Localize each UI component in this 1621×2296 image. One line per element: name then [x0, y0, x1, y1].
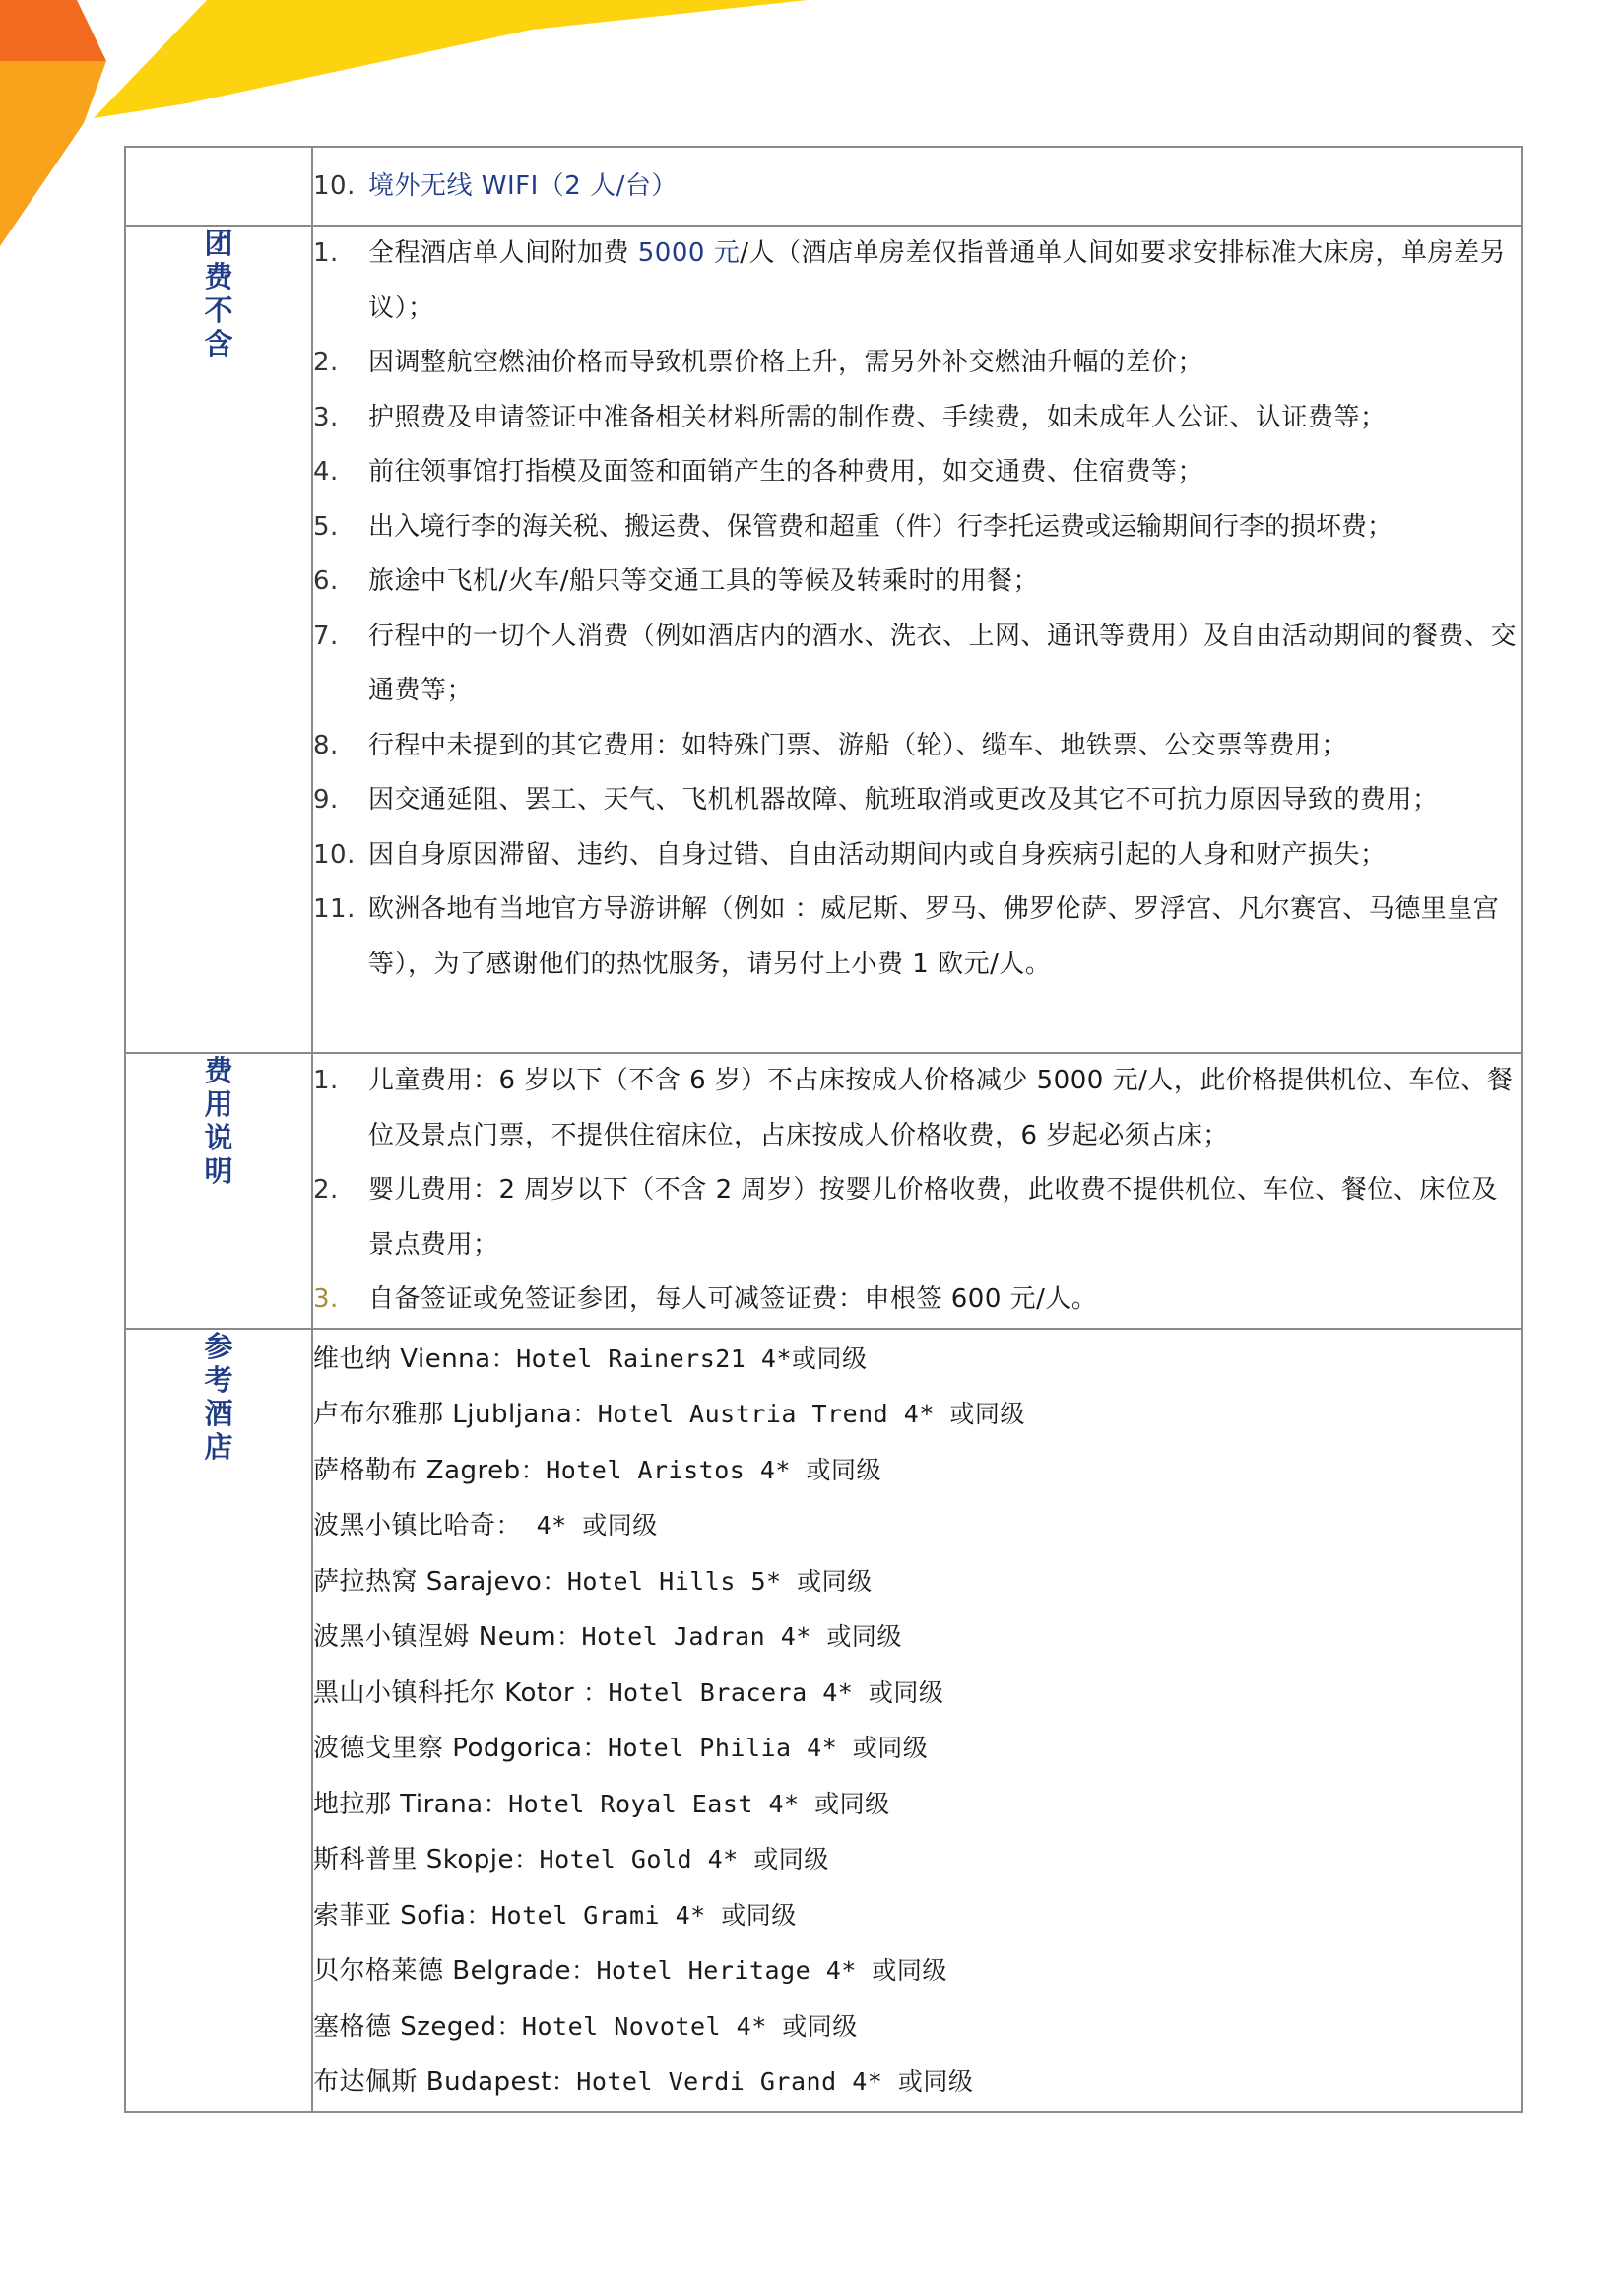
decoration-orange-shape: [0, 0, 106, 61]
item-text-part: 全程酒店单人间附加费: [368, 238, 638, 268]
item-text: 旅途中飞机/火车/船只等交通工具的等候及转乘时的用餐；: [368, 566, 1040, 596]
hotel-entry: [313, 1332, 1521, 1388]
hotel-city: 索菲亚 Sofia: [313, 1900, 467, 1931]
hotel-city: 卢布尔雅那 Ljubljana: [313, 1400, 573, 1429]
row-content-hotels: [312, 1329, 1522, 2112]
hotel-city: 贝尔格莱德 Belgrade: [313, 1956, 571, 1986]
item-number: 5.: [313, 511, 339, 542]
list-item: [313, 773, 1521, 828]
item-number: 3.: [313, 402, 339, 432]
list-item: [313, 227, 1521, 336]
item-number: 9.: [313, 785, 339, 815]
list-item: [313, 1054, 1521, 1163]
item-text: 欧洲各地有当地官方导游讲解（例如 ：威尼斯、罗马、佛罗伦萨、罗浮宫、凡尔赛宫、马德里皇宫等），为了感谢他们的热忱服务，请另付上小费 1 欧元/人。: [368, 894, 1500, 979]
hotel-city: 布达佩斯 Budapest: [313, 2067, 551, 2097]
item-number: 11.: [313, 894, 356, 924]
item-number: 10.: [313, 171, 356, 201]
row-label-fee-notes: [125, 1053, 312, 1329]
item-number: 10.: [313, 839, 356, 870]
item-text: 因交通延阻、罢工、天气、飞机机器故障、航班取消或更改及其它不可抗力原因导致的费用；: [368, 785, 1439, 815]
item-number: 1.: [313, 1066, 339, 1095]
hotel-detail: ：Hotel Gold 4* 或同级: [514, 1845, 829, 1873]
list-item: [313, 828, 1521, 884]
item-text: 自备签证或免签证参团，每人可减签证费：申根签 600 元/人。: [368, 1284, 1098, 1314]
item-text: 前往领事馆打指模及面签和面销产生的各种费用，如交通费、住宿费等；: [368, 457, 1204, 487]
hotel-detail: ：Hotel Philia 4* 或同级: [582, 1734, 929, 1762]
item-text: 行程中未提到的其它费用：如特殊门票、游船（轮）、缆车、地铁票、公交票等费用；: [368, 730, 1348, 760]
list-item: [313, 610, 1521, 719]
item-number: 8.: [313, 730, 339, 760]
table-row-hotels: [125, 1329, 1522, 2112]
item-text: 婴儿费用：2 周岁以下（不含 2 周岁）按婴儿价格收费，此收费不提供机位、车位、餐位、床位及景点费用；: [368, 1175, 1498, 1260]
list-item: [313, 391, 1521, 446]
item-text: 护照费及申请签证中准备相关材料所需的制作费、手续费，如未成年人公证、认证费等；: [368, 402, 1387, 432]
hotel-entry: [313, 2055, 1521, 2111]
hotel-detail: ：Hotel Royal East 4* 或同级: [483, 1789, 890, 1818]
itinerary-table: [124, 146, 1523, 2113]
row-content-continuation: [312, 147, 1522, 226]
item-number: 6.: [313, 566, 339, 596]
hotel-entry: [313, 1666, 1521, 1722]
hotel-detail: ：Hotel Rainers21 4*或同级: [490, 1344, 868, 1373]
hotel-entry: [313, 1387, 1521, 1443]
decoration-amber-shape: [0, 61, 106, 246]
item-number: 3.: [313, 1284, 339, 1314]
list-item: [313, 555, 1521, 610]
hotel-city: 黑山小镇科托尔 Kotor: [313, 1677, 583, 1708]
hotel-detail: ：Hotel Verdi Grand 4* 或同级: [551, 2067, 974, 2096]
section-title-fee-notes: 费用说明: [204, 1054, 233, 1188]
hotel-detail: ：Hotel Aristos 4* 或同级: [520, 1455, 882, 1484]
list-item: [313, 160, 1521, 215]
item-number: 1.: [313, 238, 339, 268]
hotel-entry: [313, 1721, 1521, 1777]
decoration-yellow-shape: [94, 0, 808, 118]
item-text: 行程中的一切个人消费（例如酒店内的酒水、洗衣、上网、通讯等费用）及自由活动期间的餐费、交通费等；: [368, 621, 1518, 705]
hotel-entry: [313, 1832, 1521, 1888]
list-item: [313, 1163, 1521, 1273]
hotel-detail: ：Hotel Austria Trend 4* 或同级: [572, 1400, 1025, 1428]
single-room-fee: 5000 元: [637, 238, 741, 268]
item-text-part: /人（酒店单房差仅指普通单人间如要求安排标准大床房，单房差另议）；: [368, 238, 1506, 323]
hotel-entry: [313, 1554, 1521, 1610]
hotel-detail: ：Hotel Hills 5* 或同级: [542, 1566, 873, 1596]
section-title-hotels: 参考酒店: [204, 1329, 233, 1464]
hotel-detail: ：Hotel Heritage 4* 或同级: [570, 1956, 947, 1985]
list-item: [313, 336, 1521, 391]
row-label-excluded-fees: [125, 226, 312, 1053]
hotel-city: 地拉那 Tirana: [313, 1789, 484, 1819]
hotel-detail: ：Hotel Novotel 4* 或同级: [496, 2011, 858, 2041]
hotel-entry: [313, 1443, 1521, 1499]
row-content-fee-notes: [312, 1053, 1522, 1329]
item-number: 7.: [313, 621, 339, 651]
hotel-entry: [313, 2000, 1521, 2056]
list-item: [313, 883, 1521, 992]
hotel-city: 波黑小镇涅姆 Neum: [313, 1622, 557, 1652]
row-label-hotels: [125, 1329, 312, 2112]
table-row-excluded-fees: [125, 226, 1522, 1053]
hotel-entry: [313, 1888, 1521, 1944]
hotel-entry: [313, 1498, 1521, 1554]
hotel-city: 斯科普里 Skopje: [313, 1845, 515, 1874]
table-row-continuation: [125, 147, 1522, 226]
item-text: 出入境行李的海关税、搬运费、保管费和超重（件）行李托运费或运输期间行李的损坏费；: [368, 511, 1394, 542]
row-label-empty: [125, 147, 312, 226]
row-content-excluded-fees: [312, 226, 1522, 1053]
section-title-excluded: 团费不含: [204, 227, 233, 361]
hotel-entry: [313, 1777, 1521, 1833]
hotel-city: 萨拉热窝 Sarajevo: [313, 1566, 543, 1597]
item-number: 2.: [313, 348, 339, 377]
hotel-detail: ：Hotel Jadran 4* 或同级: [556, 1622, 902, 1651]
hotel-entry: [313, 1609, 1521, 1666]
list-item: [313, 445, 1521, 500]
item-text: 因自身原因滞留、违约、自身过错、自由活动期间内或自身疾病引起的人身和财产损失；: [368, 839, 1387, 870]
hotel-detail: ： 4* 或同级: [495, 1511, 658, 1540]
hotel-city: 波德戈里察 Podgorica: [313, 1734, 583, 1763]
hotel-detail: ：Hotel Grami 4* 或同级: [466, 1900, 797, 1930]
list-item: [313, 1273, 1521, 1328]
table-row-fee-notes: [125, 1053, 1522, 1329]
list-item: [313, 500, 1521, 556]
hotel-entry: [313, 1943, 1521, 2000]
list-item: [313, 719, 1521, 774]
item-text: 儿童费用：6 岁以下（不含 6 岁）不占床按成人价格减少 5000 元/人，此价格提供机位、车位、餐位及景点门票，不提供住宿床位，占床按成人价格收费，6 岁起必须占床；: [368, 1066, 1514, 1150]
hotel-city: 塞格德 Szeged: [313, 2011, 497, 2042]
hotel-city: 波黑小镇比哈奇: [313, 1511, 496, 1541]
item-text: 因调整航空燃油价格而导致机票价格上升，需另外补交燃油升幅的差价；: [368, 348, 1204, 377]
item-number: 4.: [313, 457, 339, 487]
item-number: 2.: [313, 1175, 339, 1205]
hotel-city: 维也纳 Vienna: [313, 1344, 491, 1374]
hotel-city: 萨格勒布 Zagreb: [313, 1455, 521, 1485]
hotel-detail: ：Hotel Bracera 4* 或同级: [582, 1677, 944, 1707]
item-text: [368, 227, 1521, 336]
item-text: 境外无线 WIFI（2 人/台）: [368, 171, 678, 201]
